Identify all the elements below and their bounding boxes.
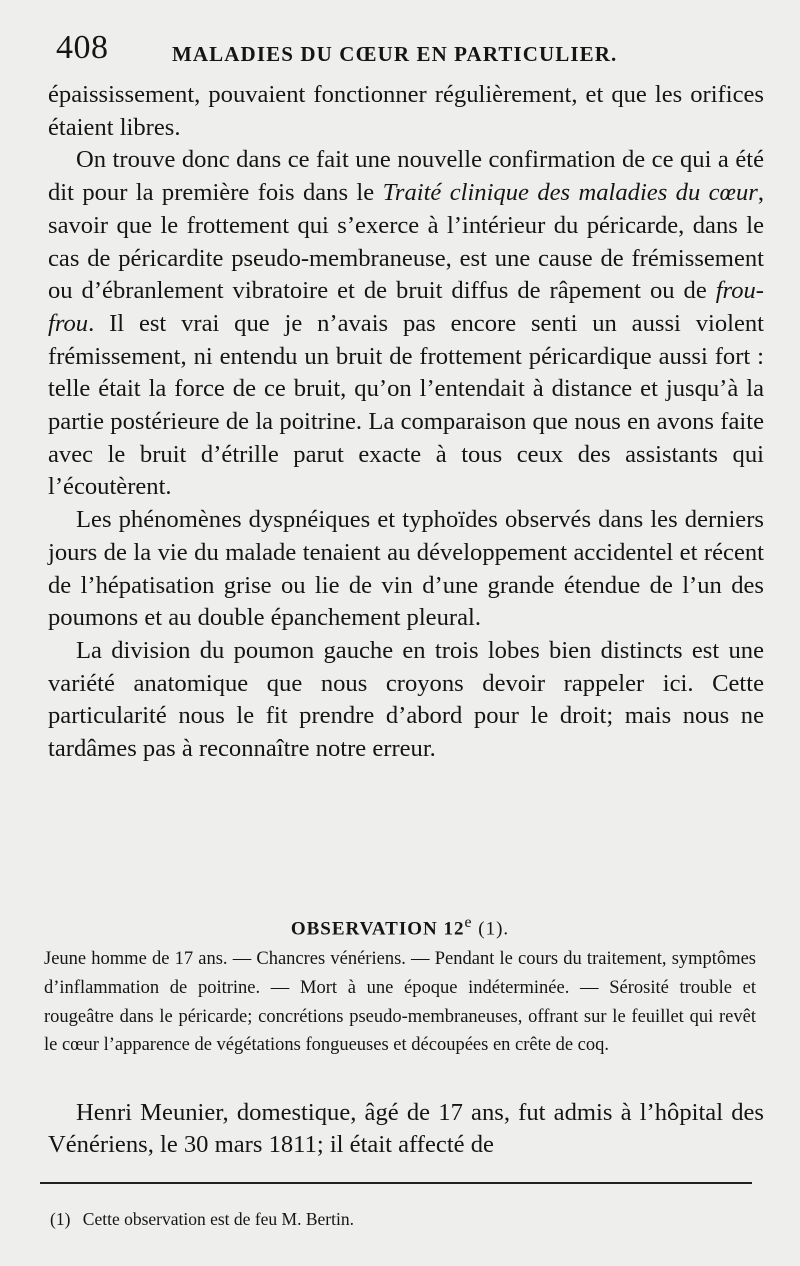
footnote-marker: (1) bbox=[50, 1209, 71, 1229]
footnote-reference: (1). bbox=[478, 918, 510, 940]
footnote-text: Cette observation est de feu M. Bertin. bbox=[82, 1209, 354, 1229]
paragraph-text: . Il est vrai que je n’avais pas encore senti un aussi violent frémissement, ni entendu un bruit de frottement péricardique aussi fort : telle était la force de ce bruit, qu’on l’entendait à distance et jusqu’à la partie postérieure de la poitrine. La comparaison que nous en avons faite avec le bruit d’étrille parut exacte à tous ceux des assistants qui l’écoutèrent. bbox=[48, 309, 764, 501]
case-paragraph: Henri Meunier, domestique, âgé de 17 ans, fut admis à l’hôpital des Vénériens, le 30 mars 1811; il était affecté de bbox=[48, 1099, 764, 1159]
summary-text: Jeune homme de 17 ans. — Chancres vénériens. — Pendant le cours du traitement, symptômes d’inflammation de poitrine. — Mort à une époque indéterminée. — Sérosité trouble et rougeâtre dans le péricarde; concrétions pseudo-membraneuses, offrant sur le feuillet qui revêt le cœur l’apparence de végétations fongueuses et découpées en crête de coq. bbox=[44, 949, 756, 1056]
paragraph-text: On trouve donc dans ce fait une nouvelle confirmation de ce qui a été dit pour la première fois dans le bbox=[48, 146, 764, 207]
paragraph-phenomena: Les phénomènes dyspnéiques et typhoïdes observés dans les derniers jours de la vie du malade tenaient au développement accidentel et récent de l’hépatisation grise ou lie de vin d’une grande étendue de l’un des poumons et au double épanchement pleural. bbox=[48, 506, 764, 632]
page-number: 408 bbox=[56, 29, 109, 66]
book-title-reference: Traité clinique des maladies du cœur bbox=[382, 179, 758, 207]
footnote-divider bbox=[40, 1182, 752, 1184]
page-header bbox=[56, 30, 776, 72]
paragraph-confirmation bbox=[48, 144, 764, 504]
paragraph-lung-division: La division du poumon gauche en trois lobes bien distincts est une variété anatomique que nous croyons devoir rappeler ici. Cette particularité nous le fit prendre d’abord pour le droit; mais nous ne tardâmes pas à reconnaître notre erreur. bbox=[48, 636, 764, 763]
running-title: MALADIES DU CŒUR EN PARTICULIER. bbox=[172, 42, 618, 66]
case-description bbox=[48, 1097, 764, 1161]
observation-summary bbox=[44, 945, 756, 1060]
observation-superscript: e bbox=[464, 914, 473, 931]
footnote bbox=[50, 1207, 354, 1231]
observation-title: OBSERVATION 12 bbox=[290, 918, 465, 940]
paragraph-text: , savoir que le frottement qui s’exerce à l’intérieur du péricarde, dans le cas de péricardite pseudo-membraneuse, est une cause de frémissement ou d’ébranlement vibratoire et de bruit diffus de râpement ou de bbox=[48, 179, 764, 305]
paragraph-continuation: épaississement, pouvaient fonctionner régulièrement, et que les orifices étaient libres. bbox=[48, 81, 764, 141]
italic-term: frou-frou bbox=[48, 277, 764, 337]
main-text bbox=[48, 79, 764, 766]
observation-heading bbox=[0, 910, 800, 942]
